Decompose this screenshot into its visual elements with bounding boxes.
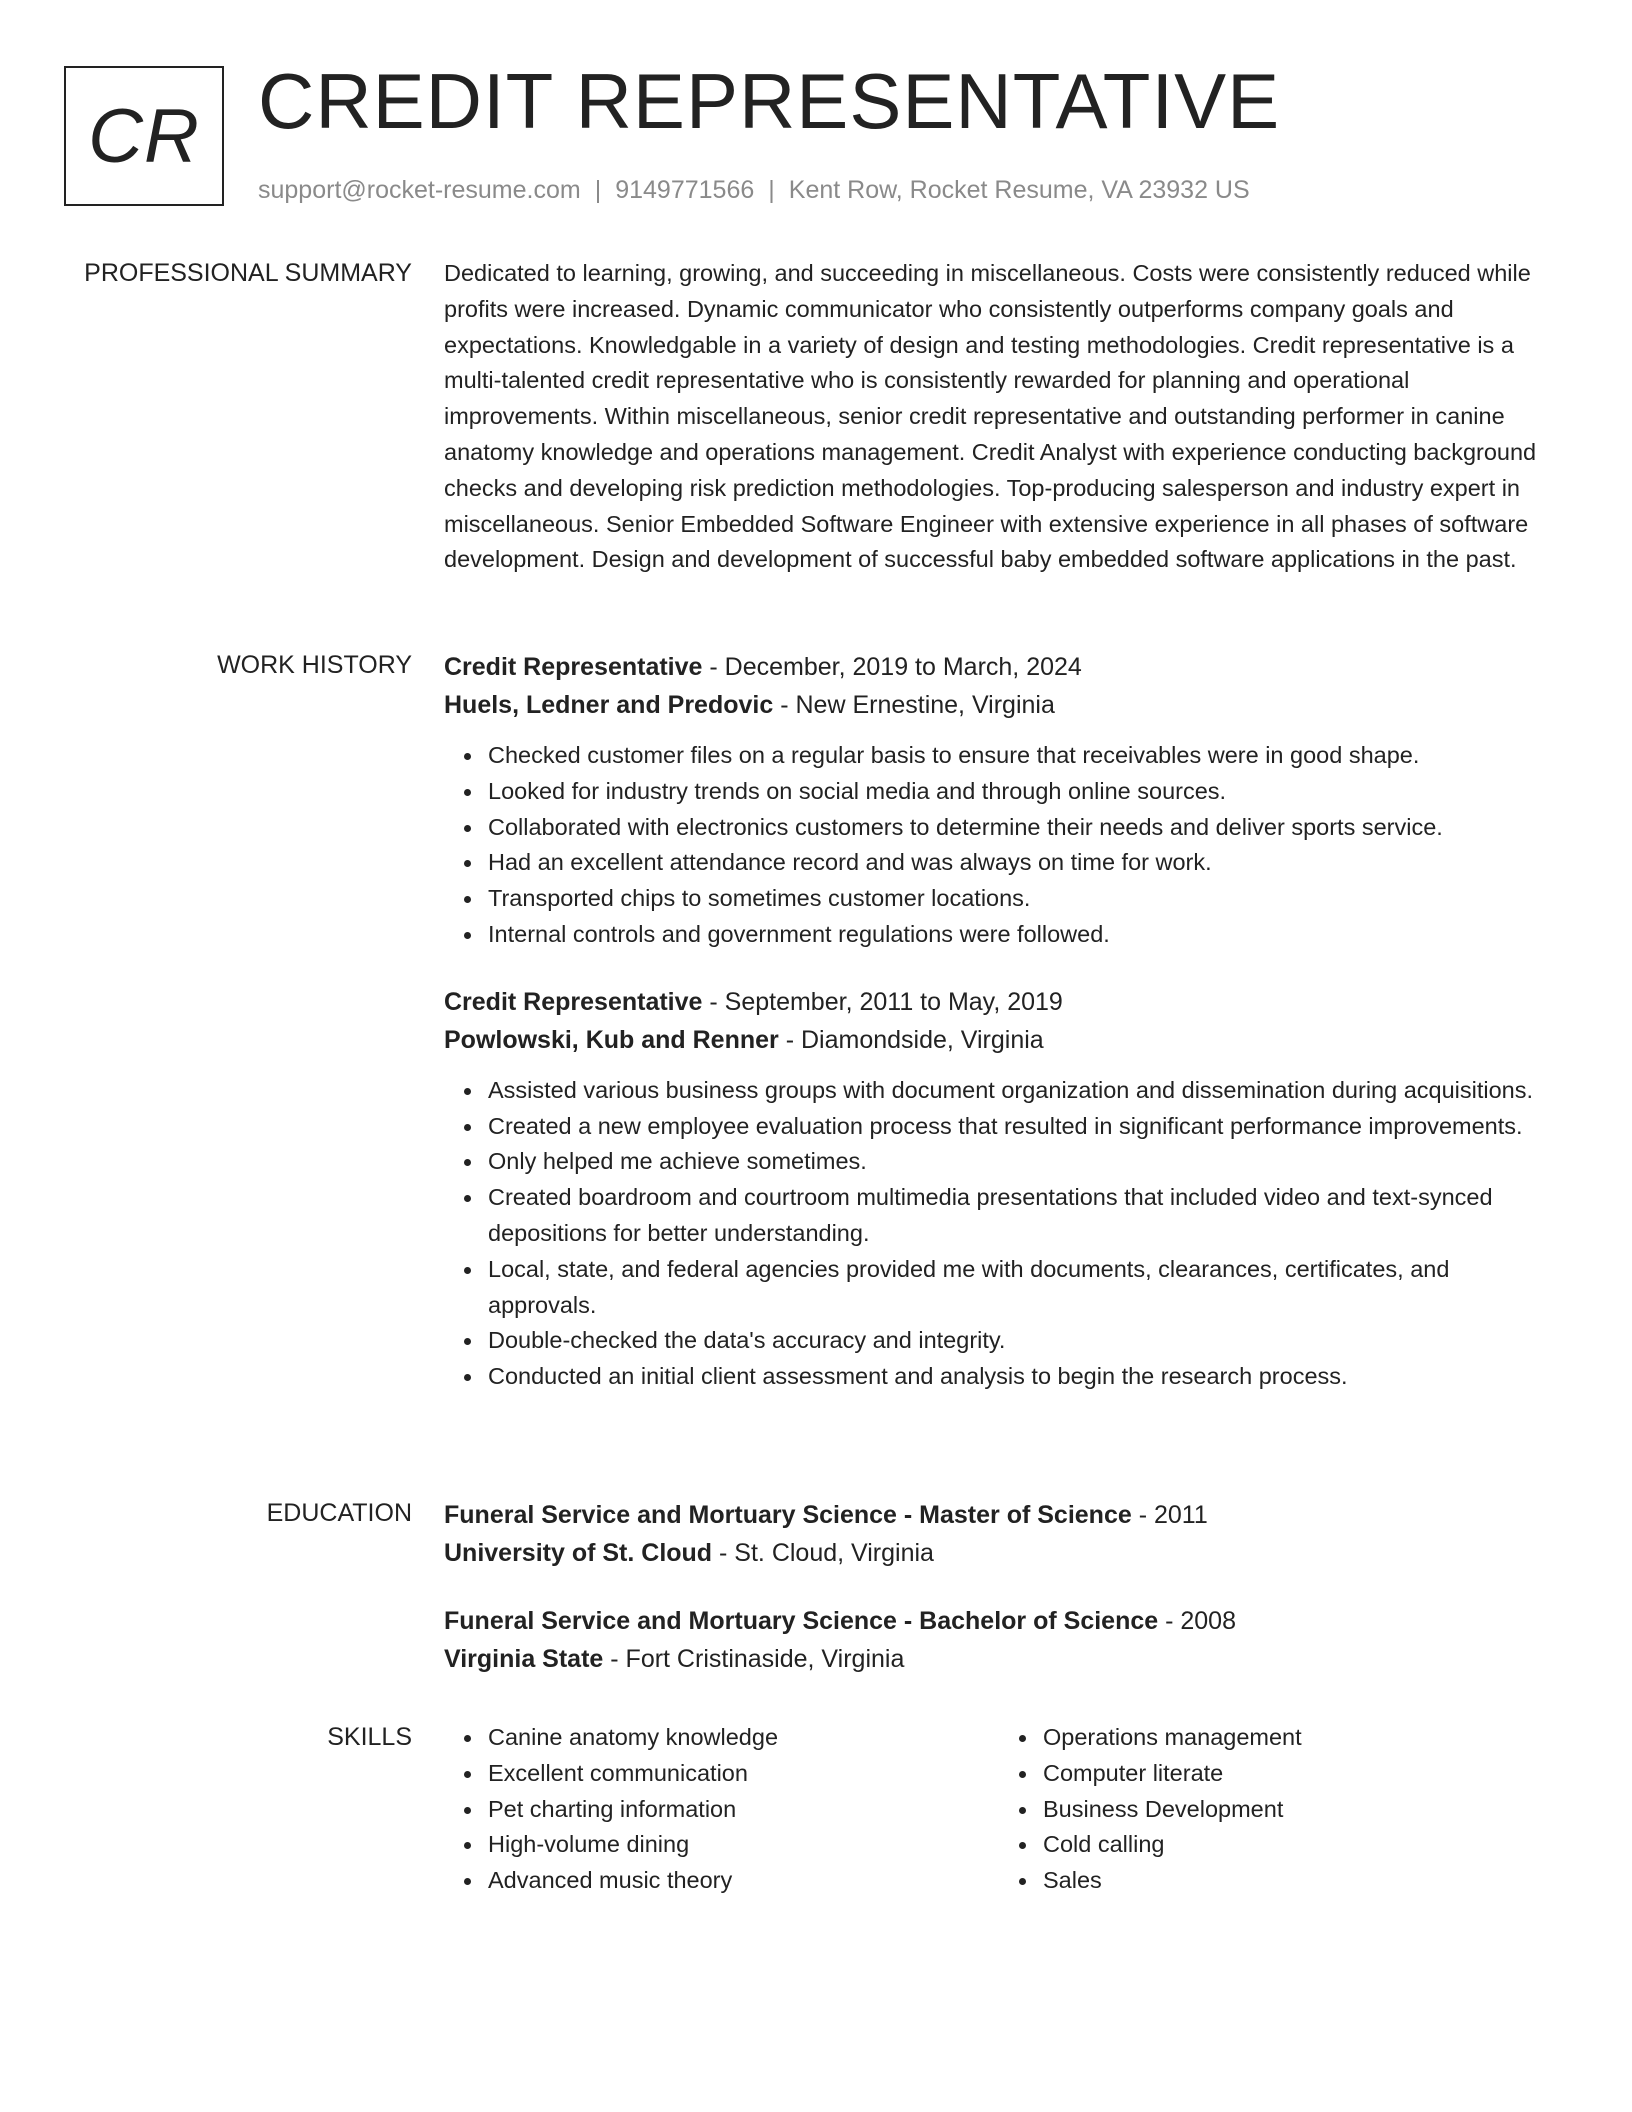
skill-item: Cold calling (1043, 1827, 1554, 1863)
job-bullet: Collaborated with electronics customers to determine their needs and deliver sports service. (488, 810, 1554, 846)
skills-column-left (444, 1720, 999, 1899)
degree-line (444, 1602, 1554, 1640)
job-title-line (444, 983, 1554, 1021)
resume-name: CREDIT REPRESENTATIVE (258, 57, 1281, 145)
section-title-skills: SKILLS (327, 1723, 412, 1751)
degree-year: - 2008 (1158, 1607, 1236, 1635)
skill-item: Advanced music theory (488, 1863, 999, 1899)
job-company: Powlowski, Kub and Renner (444, 1025, 779, 1054)
contact-email: support@rocket-resume.com (258, 176, 581, 204)
section-title-summary: PROFESSIONAL SUMMARY (84, 259, 412, 287)
monogram-initials: CR (88, 93, 200, 179)
school-name: University of St. Cloud (444, 1539, 713, 1567)
job-location: - New Ernestine, Virginia (773, 691, 1055, 719)
skill-item: Business Development (1043, 1792, 1554, 1828)
job-role: Credit Representative (444, 987, 703, 1016)
school-name: Virginia State (444, 1645, 604, 1673)
school-line (444, 1534, 1554, 1572)
job-bullet: Had an excellent attendance record and was always on time for work. (488, 845, 1554, 881)
job-bullet: Transported chips to sometimes customer locations. (488, 881, 1554, 917)
skills-grid (444, 1720, 1554, 1899)
education-entry (444, 1496, 1554, 1572)
school-location: - St. Cloud, Virginia (712, 1539, 934, 1567)
job-bullet: Internal controls and government regulations were followed. (488, 917, 1554, 953)
skill-item: Computer literate (1043, 1756, 1554, 1792)
contact-phone: 9149771566 (615, 176, 755, 204)
section-title-work-history: WORK HISTORY (217, 651, 412, 679)
degree-name: Funeral Service and Mortuary Science - Master of Science (444, 1501, 1132, 1529)
job-company: Huels, Ledner and Predovic (444, 691, 774, 719)
summary-text: Dedicated to learning, growing, and succeeding in miscellaneous. Costs were consistently reduced while profits were increased. Dynamic communicator who consistently outperforms company goals and expectations. Knowledgable in a variety of design and testing methodologies. Credit representative is a multi-talented credit representative who is consistently rewarded for planning and operational improvements. Within miscellaneous, senior credit representative and outstanding performer in canine anatomy knowledge and operations management. Credit Analyst with experience conducting background checks and developing risk prediction methodologies. Top-producing salesperson and industry expert in miscellaneous. Senior Embedded Software Engineer with extensive experience in all phases of software development. Design and development of successful baby embedded software applications in the past. (444, 260, 1537, 573)
job-company-line (444, 1021, 1554, 1059)
job-bullet: Checked customer files on a regular basis to ensure that receivables were in good shape. (488, 738, 1554, 774)
skill-item: Operations management (1043, 1720, 1554, 1756)
job-bullet: Double-checked the data's accuracy and integrity. (488, 1323, 1554, 1359)
job-bullet: Conducted an initial client assessment and analysis to begin the research process. (488, 1359, 1554, 1395)
contact-line (258, 174, 1250, 206)
skill-item: Excellent communication (488, 1756, 999, 1792)
job-location: - Diamondside, Virginia (778, 1025, 1044, 1054)
job-dates: - December, 2019 to March, 2024 (702, 653, 1082, 681)
job-bullet: Created a new employee evaluation process that resulted in significant performance improvements. (488, 1109, 1554, 1145)
degree-line (444, 1496, 1554, 1534)
degree-name: Funeral Service and Mortuary Science - Bachelor of Science (444, 1607, 1159, 1635)
job-bullet: Only helped me achieve sometimes. (488, 1144, 1554, 1180)
job-bullet: Created boardroom and courtroom multimedia presentations that included video and text-synced depositions for better understanding. (488, 1180, 1554, 1252)
job-entry (444, 983, 1554, 1395)
job-title-line (444, 648, 1554, 686)
school-line (444, 1640, 1554, 1678)
job-bullets (444, 1073, 1554, 1395)
contact-separator: | (594, 176, 602, 204)
job-bullets (444, 738, 1554, 953)
degree-year: - 2011 (1131, 1501, 1208, 1529)
job-bullet: Local, state, and federal agencies provided me with documents, clearances, certificates, and approvals. (488, 1252, 1554, 1324)
section-title-education: EDUCATION (266, 1499, 412, 1527)
monogram-box (64, 66, 224, 206)
job-company-line (444, 686, 1554, 724)
education-entry (444, 1602, 1554, 1678)
skill-item: High-volume dining (488, 1827, 999, 1863)
skill-item: Sales (1043, 1863, 1554, 1899)
skill-item: Canine anatomy knowledge (488, 1720, 999, 1756)
skill-item: Pet charting information (488, 1792, 999, 1828)
contact-address: Kent Row, Rocket Resume, VA 23932 US (788, 176, 1250, 204)
job-bullet: Looked for industry trends on social media and through online sources. (488, 774, 1554, 810)
job-role: Credit Representative (444, 653, 703, 681)
skills-column-right (999, 1720, 1554, 1899)
job-dates: - September, 2011 to May, 2019 (702, 987, 1063, 1016)
contact-separator: | (768, 176, 775, 204)
school-location: - Fort Cristinaside, Virginia (603, 1645, 905, 1673)
job-bullet: Assisted various business groups with document organization and dissemination during acquisitions. (488, 1073, 1554, 1109)
job-entry (444, 648, 1554, 953)
